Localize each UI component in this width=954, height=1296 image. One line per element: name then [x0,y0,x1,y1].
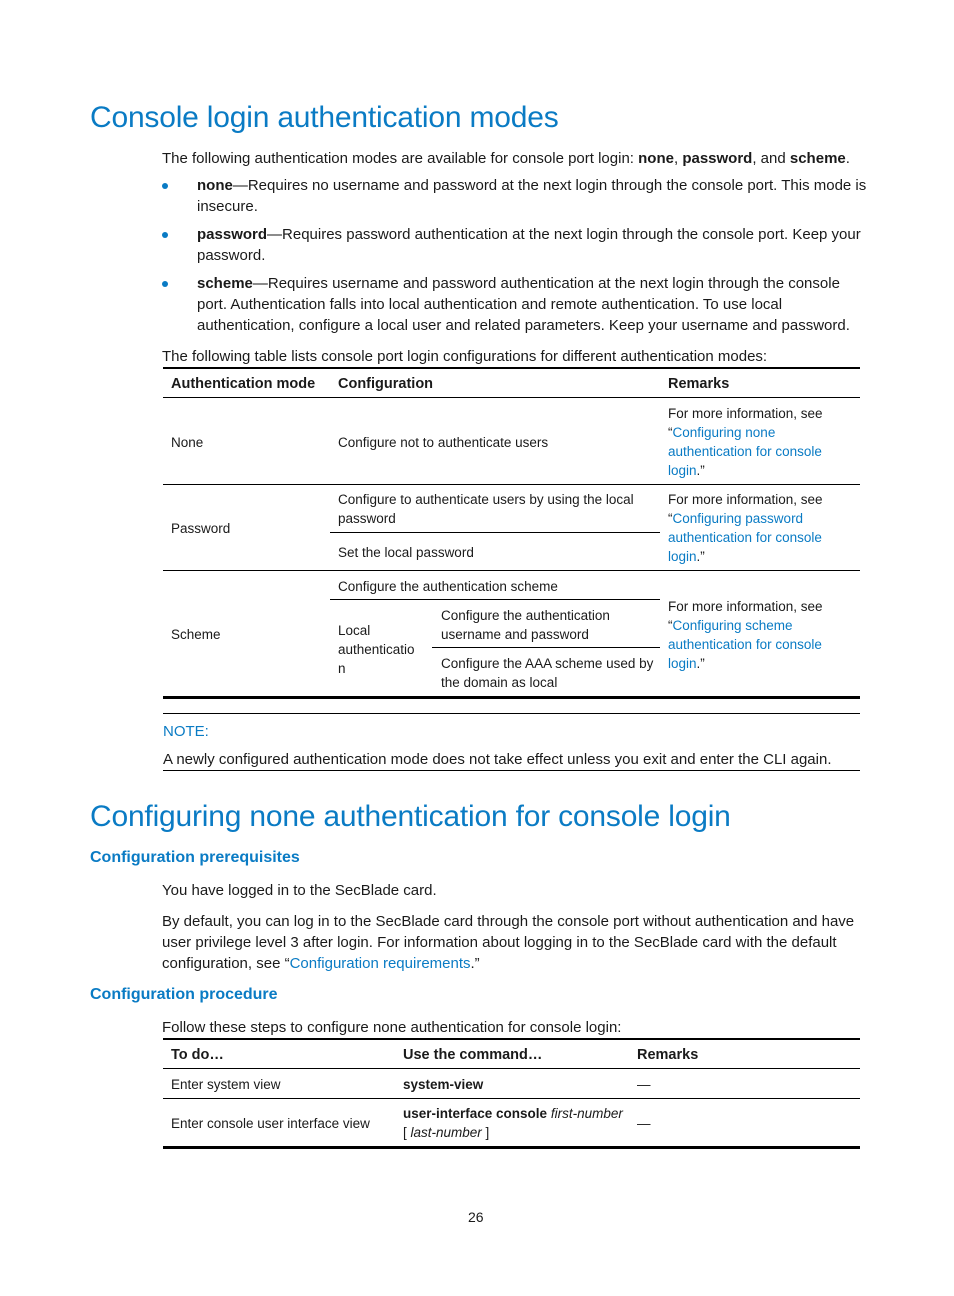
remark-text: .” [696,656,705,671]
heading-configuration-prerequisites: Configuration prerequisites [90,849,300,866]
table-header-auth-mode: Authentication mode [171,376,316,392]
command-argument: first-number [550,1106,623,1121]
intro-separator: , and [752,150,790,167]
page-number: 26 [468,1209,484,1225]
prereq-paragraph-2 [162,911,868,974]
command-argument: last-number [410,1125,482,1140]
link-configuring-none-auth[interactable]: Configuring none authentication for console login [668,425,822,478]
bullet-item-password [197,224,869,266]
heading-configuration-procedure: Configuration procedure [90,986,278,1003]
table-bottom-rule [163,1146,860,1149]
link-configuration-requirements[interactable]: Configuration requirements [289,955,471,972]
table-bottom-rule [163,696,860,699]
table-intro: The following table lists console port login configurations for different authentication modes: [162,348,768,365]
intro-period: . [845,150,850,167]
cell-local-auth-b: Configure the AAA scheme used by the domain as local [441,656,654,690]
bullet-dot [162,232,168,238]
table-header-command: Use the command… [403,1047,543,1063]
cell-local-auth: Local authenticatio n [338,623,415,676]
table-top-rule [163,367,860,369]
cell-todo-system-view: Enter system view [171,1077,281,1092]
link-configuring-scheme-auth[interactable]: Configuring scheme authentication for console login [668,618,822,671]
cell-remark-row1: — [637,1077,651,1092]
intro-scheme-term: scheme [789,150,846,167]
bullet-text: —Requires password authentication at the next login through the console port. Keep your password. [197,226,861,264]
bullet-dot [162,183,168,189]
row-divider [163,570,860,571]
cell-local-auth-a: Configure the authentication username and password [441,608,610,642]
cell-mode-password: Password [171,521,231,536]
cell-todo-console-view: Enter console user interface view [171,1116,370,1131]
intro-paragraph [162,148,850,169]
procedure-intro: Follow these steps to configure none authentication for console login: [162,1019,622,1036]
cell-mode-scheme: Scheme [171,627,221,642]
table-header-remarks: Remarks [668,376,730,392]
command-bracket: ] [481,1125,490,1140]
table-header-rule [163,397,860,398]
section-title-none-auth: Configuring none authentication for console login [90,800,731,833]
row-divider [163,484,860,485]
bullet-term: none [197,177,233,194]
table-header-rule [163,1068,860,1069]
bullet-text: —Requires no username and password at the next login through the console port. This mode is insecure. [197,177,867,215]
section-title-authentication-modes: Console login authentication modes [90,101,559,134]
intro-none-term: none [638,150,674,167]
cell-config-scheme-1: Configure the authentication scheme [338,579,558,594]
row-divider [163,1098,860,1099]
intro-password-term: password [682,150,753,167]
sub-row-divider [330,532,660,533]
bullet-dot [162,281,168,287]
note-label: NOTE: [163,723,209,740]
sub-row-divider [330,599,660,600]
table-header-todo: To do… [171,1047,224,1063]
cell-config-password-2: Set the local password [338,545,474,560]
intro-separator: , [673,150,683,167]
cell-remark-scheme [668,597,844,673]
prereq-text: By default, you can log in to the SecBlade card through the console port without authentication and have user privilege level 3 after login. For information about logging in to the SecBlade card with the default configuration, see “ [162,913,855,972]
bullet-text: —Requires username and password authentication at the next login through the console port. Authentication falls into local authentication and remote authentication. To use local authentication, configure a local user and related parameters. Keep your username and password. [197,275,850,334]
remark-text: For more information, see “ [668,492,823,526]
sub-row-divider [432,647,660,648]
cell-cmd-system-view: system-view [403,1077,484,1092]
prereq-paragraph-1: You have logged in to the SecBlade card. [162,882,437,899]
cell-config-none: Configure not to authenticate users [338,435,549,450]
cell-remark-none [668,404,844,480]
table-top-rule [163,1038,860,1040]
cell-mode-none: None [171,435,204,450]
intro-text: The following authentication modes are available for console port login: [162,150,639,167]
cell-remark-password [668,490,844,566]
note-top-rule [163,713,860,714]
note-bottom-rule [163,770,860,771]
table-header-configuration: Configuration [338,376,434,392]
command-keyword: user-interface console [403,1106,548,1121]
bullet-term: password [197,226,268,243]
cell-config-password-1: Configure to authenticate users by using the local password [338,492,634,526]
remark-text: .” [696,549,705,564]
note-text: A newly configured authentication mode does not take effect unless you exit and enter the CLI again. [163,751,832,768]
command-bracket: [ [403,1125,411,1140]
cell-remark-row2: — [637,1116,651,1131]
bullet-item-none [197,175,869,217]
link-configuring-password-auth[interactable]: Configuring password authentication for console login [668,511,822,564]
prereq-text: .” [470,955,480,972]
bullet-item-scheme [197,273,869,336]
remark-text: For more information, see “ [668,406,823,440]
bullet-term: scheme [197,275,253,292]
remark-text: For more information, see “ [668,599,823,633]
remark-text: .” [696,463,705,478]
cell-cmd-console-view [403,1104,625,1142]
table-header-remarks: Remarks [637,1047,699,1063]
